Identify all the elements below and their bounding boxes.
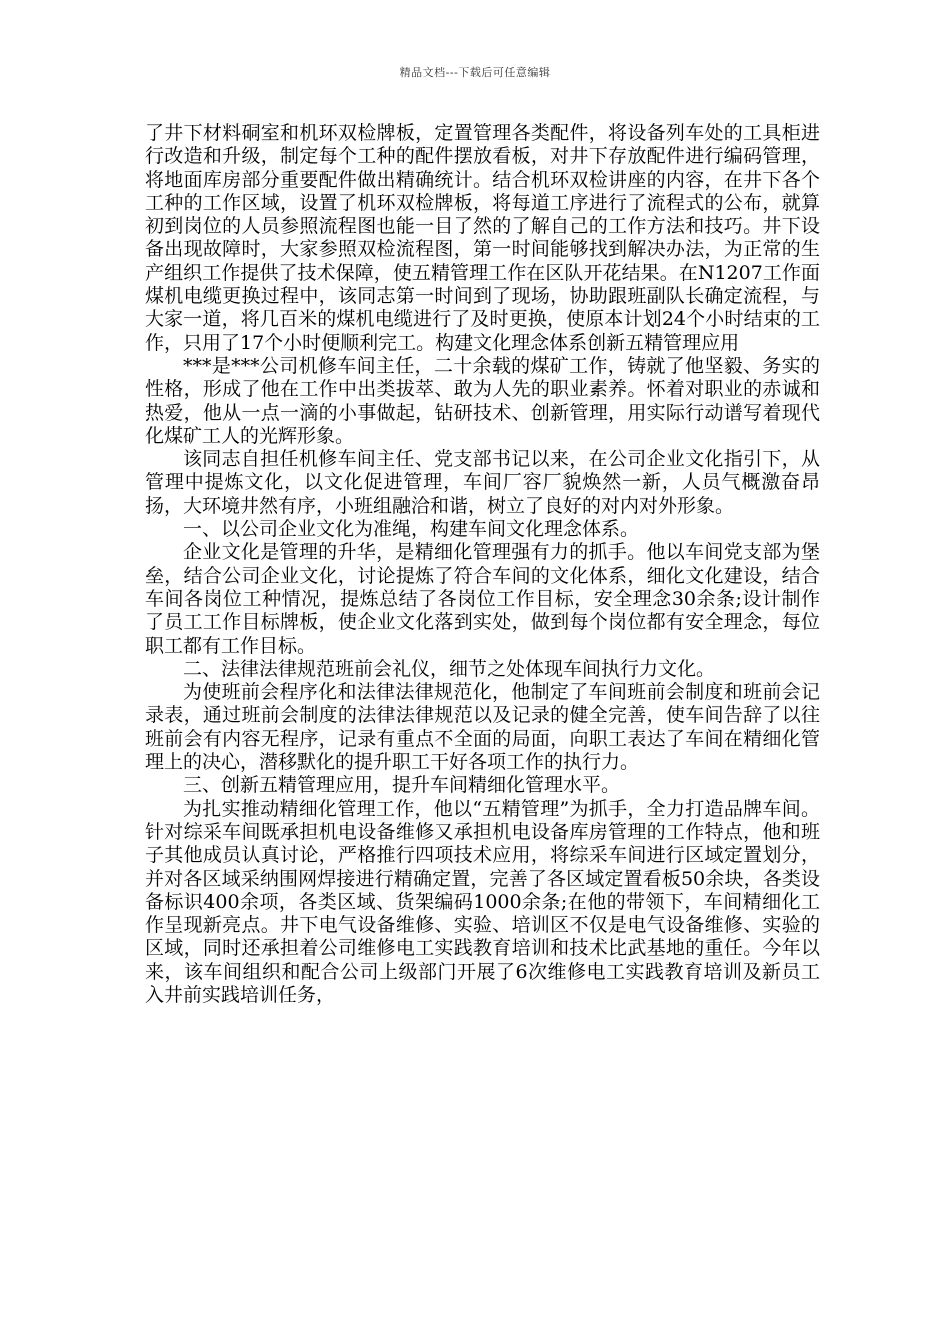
paragraph: 为使班前会程序化和法律法律规范化，他制定了车间班前会制度和班前会记录表，通过班前会制度的法律法律规范以及记录的健全完善，使车间告辞了以往班前会有内容无程序，记录有重点不全面的局面，向职工表达了车间在精细化管理上的决心，潜移默化的提升职工干好各项工作的执行力。 [145,681,820,774]
section-heading: 一、以公司企业文化为准绳，构建车间文化理念体系。 [183,518,640,541]
section-heading: 二、法律法律规范班前会礼仪，细节之处体现车间执行力文化。 [183,657,716,680]
paragraph: 为扎实推动精细化管理工作，他以“五精管理”为抓手，全力打造品牌车间。针对综采车间既承担机电设备维修又承担机电设备库房管理的工作特点，他和班子其他成员认真讨论，严格推行四项技术应用，将综采车间进行区域定置划分，并对各区域采纳围网焊接进行精确定置，完善了各区域定置看板50余块，各类设备标识400余项，各类区域、货架编码1000余条;在他的带领下，车间精细化工作呈现新亮点。井下电气设备维修、实验、培训区不仅是电气设备维修、实验的区域，同时还承担着公司维修电工实践教育培训和技术比武基地的重任。今年以来，该车间组织和配合公司上级部门开展了6次维修电工实践教育培训及新员工入井前实践培训任务， [145,797,820,1006]
paragraph: 该同志自担任机修车间主任、党支部书记以来，在公司企业文化指引下，从管理中提炼文化，以文化促进管理，车间厂容厂貌焕然一新，人员气概激奋昂扬，大环境井然有序，小班组融洽和谐，树立了良好的对内对外形象。 [145,448,820,517]
page-header: 精品文档---下载后可任意编辑 [399,66,551,79]
paragraph: 了井下材料硐室和机环双检牌板，定置管理各类配件，将设备列车处的工具柜进行改造和升级，制定每个工种的配件摆放看板，对井下存放配件进行编码管理，将地面库房部分重要配件做出精确统计。结合机环双检讲座的内容，在井下各个工种的工作区域，设置了机环双检牌板，将每道工序进行了流程式的公布，就算初到岗位的人员参照流程图也能一目了然的了解自己的工作方法和技巧。井下设备出现故障时，大家参照双检流程图，第一时间能够找到解决办法，为正常的生产组织工作提供了技术保障，使五精管理工作在区队开花结果。在N1207工作面煤机电缆更换过程中，该同志第一时间到了现场，协助跟班副队长确定流程，与大家一道，将几百米的煤机电缆进行了及时更换，使原本计划24个小时结束的工作，只用了17个小时便顺利完工。构建文化理念体系创新五精管理应用 [145,122,820,354]
section-heading: 三、创新五精管理应用，提升车间精细化管理水平。 [183,774,621,797]
document-body [145,122,820,1007]
paragraph: 企业文化是管理的升华，是精细化管理强有力的抓手。他以车间党支部为堡垒，结合公司企业文化，讨论提炼了符合车间的文化体系，细化文化建设，结合车间各岗位工种情况，提炼总结了各岗位工作目标，安全理念30余条;设计制作了员工工作目标牌板，使企业文化落到实处，做到每个岗位都有安全理念，每位职工都有工作目标。 [145,541,820,657]
paragraph: ***是***公司机修车间主任，二十余载的煤矿工作，铸就了他坚毅、务实的性格，形成了他在工作中出类拔萃、敢为人先的职业素养。怀着对职业的赤诚和热爱，他从一点一滴的小事做起，钻研技术、创新管理，用实际行动谱写着现代化煤矿工人的光辉形象。 [145,354,820,447]
